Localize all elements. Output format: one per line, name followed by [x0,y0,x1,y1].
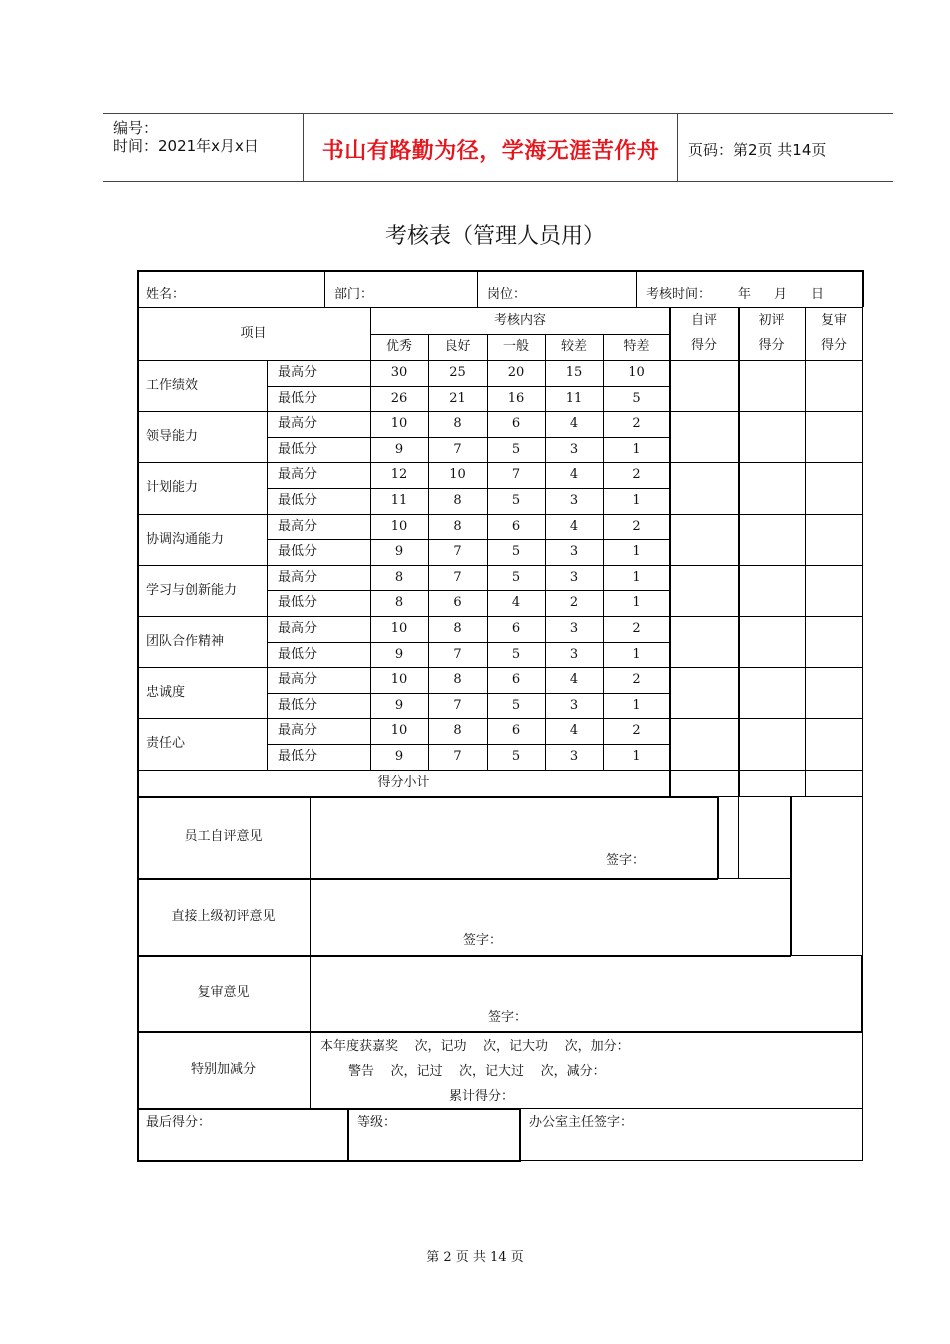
min-score-label: 最低分 [278,390,318,406]
max-score-label: 最高分 [278,621,318,636]
table-rule [603,334,604,770]
max-score-cell: 8 [453,723,462,739]
row-item-name: 忠诚度 [146,685,186,701]
table-rule [805,307,806,796]
min-score-cell: 16 [507,390,525,406]
table-rule [370,334,670,335]
review-score-header: 得分 [820,338,847,353]
max-score-label: 最高分 [278,416,318,432]
max-score-cell: 25 [449,365,466,380]
table-rule [669,307,671,796]
table-rule [790,796,792,955]
min-score-cell: 9 [394,646,404,662]
min-score-cell: 11 [565,390,583,406]
max-score-cell: 7 [453,569,462,585]
min-score-cell: 3 [569,749,579,764]
header-top-rule [103,113,893,114]
max-score-cell: 5 [511,569,521,585]
max-score-cell: 4 [569,416,579,432]
max-score-cell: 7 [511,467,521,483]
row-item-name: 领导能力 [146,429,199,445]
table-rule [519,1108,521,1161]
min-score-cell: 9 [394,749,404,764]
row-item-name: 责任心 [146,736,186,752]
dept-label: 部门： [334,287,374,302]
table-rule [861,955,863,1031]
min-score-cell: 5 [511,544,521,560]
assess-time-label: 考核时间： [646,287,712,302]
min-score-cell: 21 [449,390,466,406]
max-score-cell: 10 [390,723,408,739]
min-score-label: 最低分 [278,697,318,713]
max-score-cell: 2 [632,518,641,534]
max-score-cell: 2 [632,416,641,432]
max-score-cell: 2 [632,621,641,636]
review-sign-label: 签字： [488,1010,528,1025]
min-score-cell: 3 [569,441,579,457]
table-rule [267,693,670,694]
grade-header: 较差 [560,339,587,354]
max-score-cell: 20 [507,365,525,380]
max-score-label: 最高分 [278,569,318,585]
table-rule [862,1031,863,1108]
header-divider [677,113,678,181]
name-label: 姓名： [146,287,186,302]
page-title: 考核表（管理人员用） [384,224,605,249]
first-score-header: 得分 [758,338,785,353]
table-rule [267,590,670,591]
min-score-cell: 9 [394,697,404,713]
min-score-cell: 3 [569,544,579,560]
self-sign-label: 签字： [606,853,646,868]
table-rule [137,270,863,272]
min-score-cell: 4 [511,595,521,611]
table-rule [137,307,139,796]
min-score-cell: 1 [632,697,641,713]
min-score-cell: 8 [453,493,462,508]
min-score-cell: 11 [390,493,408,508]
min-score-cell: 7 [453,697,462,713]
min-score-cell: 3 [569,646,579,662]
max-score-cell: 8 [453,416,462,432]
min-score-cell: 9 [394,441,404,457]
min-score-label: 最低分 [278,441,318,457]
superior-sign-label: 签字： [463,933,503,948]
header-bottom-rule [103,181,893,182]
max-score-cell: 2 [632,467,641,483]
table-rule [267,437,670,438]
max-score-label: 最高分 [278,467,318,483]
review-score-header: 复审 [820,313,847,328]
max-score-label: 最高分 [278,723,318,739]
max-score-cell: 4 [569,672,579,688]
month-label: 月 [774,287,788,302]
day-label: 日 [811,287,825,302]
max-score-cell: 4 [569,467,579,483]
min-score-cell: 1 [632,493,641,508]
page-footer: 第 2 页 共 14 页 [426,1250,524,1265]
subtotal-label: 得分小计 [377,775,430,790]
table-rule [267,360,268,770]
min-score-label: 最低分 [278,595,318,611]
table-rule [267,642,670,643]
max-score-cell: 4 [569,518,579,534]
max-score-cell: 2 [632,723,641,739]
min-score-label: 最低分 [278,646,318,662]
table-rule [137,1160,521,1162]
special-line-total: 累计得分： [449,1089,515,1104]
max-score-cell: 6 [511,416,521,432]
max-score-cell: 4 [569,723,579,739]
max-score-label: 最高分 [278,672,318,688]
min-score-label: 最低分 [278,544,318,560]
time-label: 时间：2021年x月x日 [113,137,259,155]
table-rule [862,1108,863,1161]
max-score-cell: 10 [628,365,645,380]
max-score-cell: 2 [632,672,641,688]
table-rule [520,1160,863,1161]
year-label: 年 [738,287,752,302]
max-score-cell: 8 [394,569,404,585]
max-score-cell: 6 [511,518,521,534]
grade-header: 良好 [444,339,471,354]
table-rule [310,1031,311,1108]
grade-label: 等级： [357,1115,397,1130]
director-sign-label: 办公室主任签字： [529,1115,634,1130]
max-score-cell: 10 [449,467,466,483]
table-rule [267,488,670,489]
min-score-cell: 7 [453,646,462,662]
row-item-name: 团队合作精神 [146,634,225,649]
table-rule [347,1108,349,1161]
table-rule [862,270,864,307]
motto: 书山有路勤为径，学海无涯苦作舟 [321,138,660,164]
table-rule [718,878,790,879]
table-rule [738,796,739,878]
table-rule [738,307,740,796]
min-score-cell: 26 [390,390,408,406]
max-score-cell: 6 [511,672,521,688]
post-label: 岗位： [487,287,527,302]
table-rule [267,386,670,387]
max-score-cell: 6 [511,621,521,636]
max-score-cell: 3 [569,569,579,585]
min-score-cell: 1 [632,595,641,611]
min-score-cell: 5 [511,441,521,457]
grade-header: 一般 [502,339,529,354]
min-score-cell: 5 [511,697,521,713]
row-item-name: 工作绩效 [146,378,199,393]
min-score-cell: 5 [511,646,521,662]
max-score-cell: 10 [390,672,408,688]
table-rule [545,334,546,770]
min-score-label: 最低分 [278,493,318,508]
max-score-cell: 3 [569,621,579,636]
max-score-cell: 8 [453,518,462,534]
grade-header: 特差 [623,339,650,354]
max-score-cell: 8 [453,672,462,688]
special-label: 特别加减分 [190,1062,256,1077]
min-score-cell: 7 [453,544,462,560]
min-score-cell: 1 [632,441,641,457]
max-score-label: 最高分 [278,518,318,534]
grade-header: 优秀 [385,339,412,354]
table-rule [370,307,371,770]
min-score-cell: 1 [632,749,641,764]
table-rule [267,539,670,540]
table-rule [862,307,863,796]
superior-opinion-label: 直接上级初评意见 [171,909,276,924]
table-rule [137,1108,520,1110]
min-score-cell: 5 [511,749,521,764]
min-score-cell: 1 [632,646,641,662]
min-score-cell: 3 [569,493,579,508]
max-score-cell: 12 [390,467,408,483]
row-item-name: 学习与创新能力 [146,582,238,598]
min-score-cell: 3 [569,697,579,713]
max-score-cell: 10 [390,416,408,432]
max-score-cell: 6 [511,723,521,739]
self-score-header: 自评 [690,313,717,328]
min-score-cell: 7 [453,749,462,764]
table-rule [310,796,311,1031]
max-score-cell: 8 [453,621,462,636]
self-score-header: 得分 [690,338,717,353]
max-score-cell: 10 [390,621,408,636]
max-score-cell: 30 [390,365,408,380]
min-score-cell: 8 [394,595,404,611]
page-code: 页码：第2页 共14页 [688,141,827,159]
self-opinion-label: 员工自评意见 [184,829,263,844]
max-score-label: 最高分 [278,365,318,380]
special-line-penalty: 警告 次，记过 次，记大过 次，减分： [348,1064,606,1079]
item-header: 项目 [240,326,267,341]
min-score-cell: 9 [394,544,404,560]
min-score-cell: 6 [453,595,462,611]
min-score-label: 最低分 [278,749,318,764]
final-score-label: 最后得分： [146,1115,212,1130]
table-rule [790,955,863,956]
row-item-name: 协调沟通能力 [146,531,225,547]
table-rule [267,744,670,745]
first-score-header: 初评 [758,313,785,328]
review-opinion-label: 复审意见 [197,985,250,1000]
max-score-cell: 1 [632,569,641,585]
content-header: 考核内容 [493,313,546,328]
table-rule [428,334,429,770]
max-score-cell: 10 [390,518,408,534]
min-score-cell: 7 [453,441,462,457]
table-rule [487,334,488,770]
min-score-cell: 2 [569,595,579,611]
row-item-name: 计划能力 [146,480,199,496]
number-label: 编号： [113,119,159,137]
max-score-cell: 15 [565,365,583,380]
table-rule [717,796,719,878]
table-rule [137,1108,139,1161]
min-score-cell: 5 [632,390,641,406]
min-score-cell: 5 [511,493,521,508]
special-line-award: 本年度获嘉奖 次，记功 次，记大功 次，加分： [320,1039,630,1054]
min-score-cell: 1 [632,544,641,560]
